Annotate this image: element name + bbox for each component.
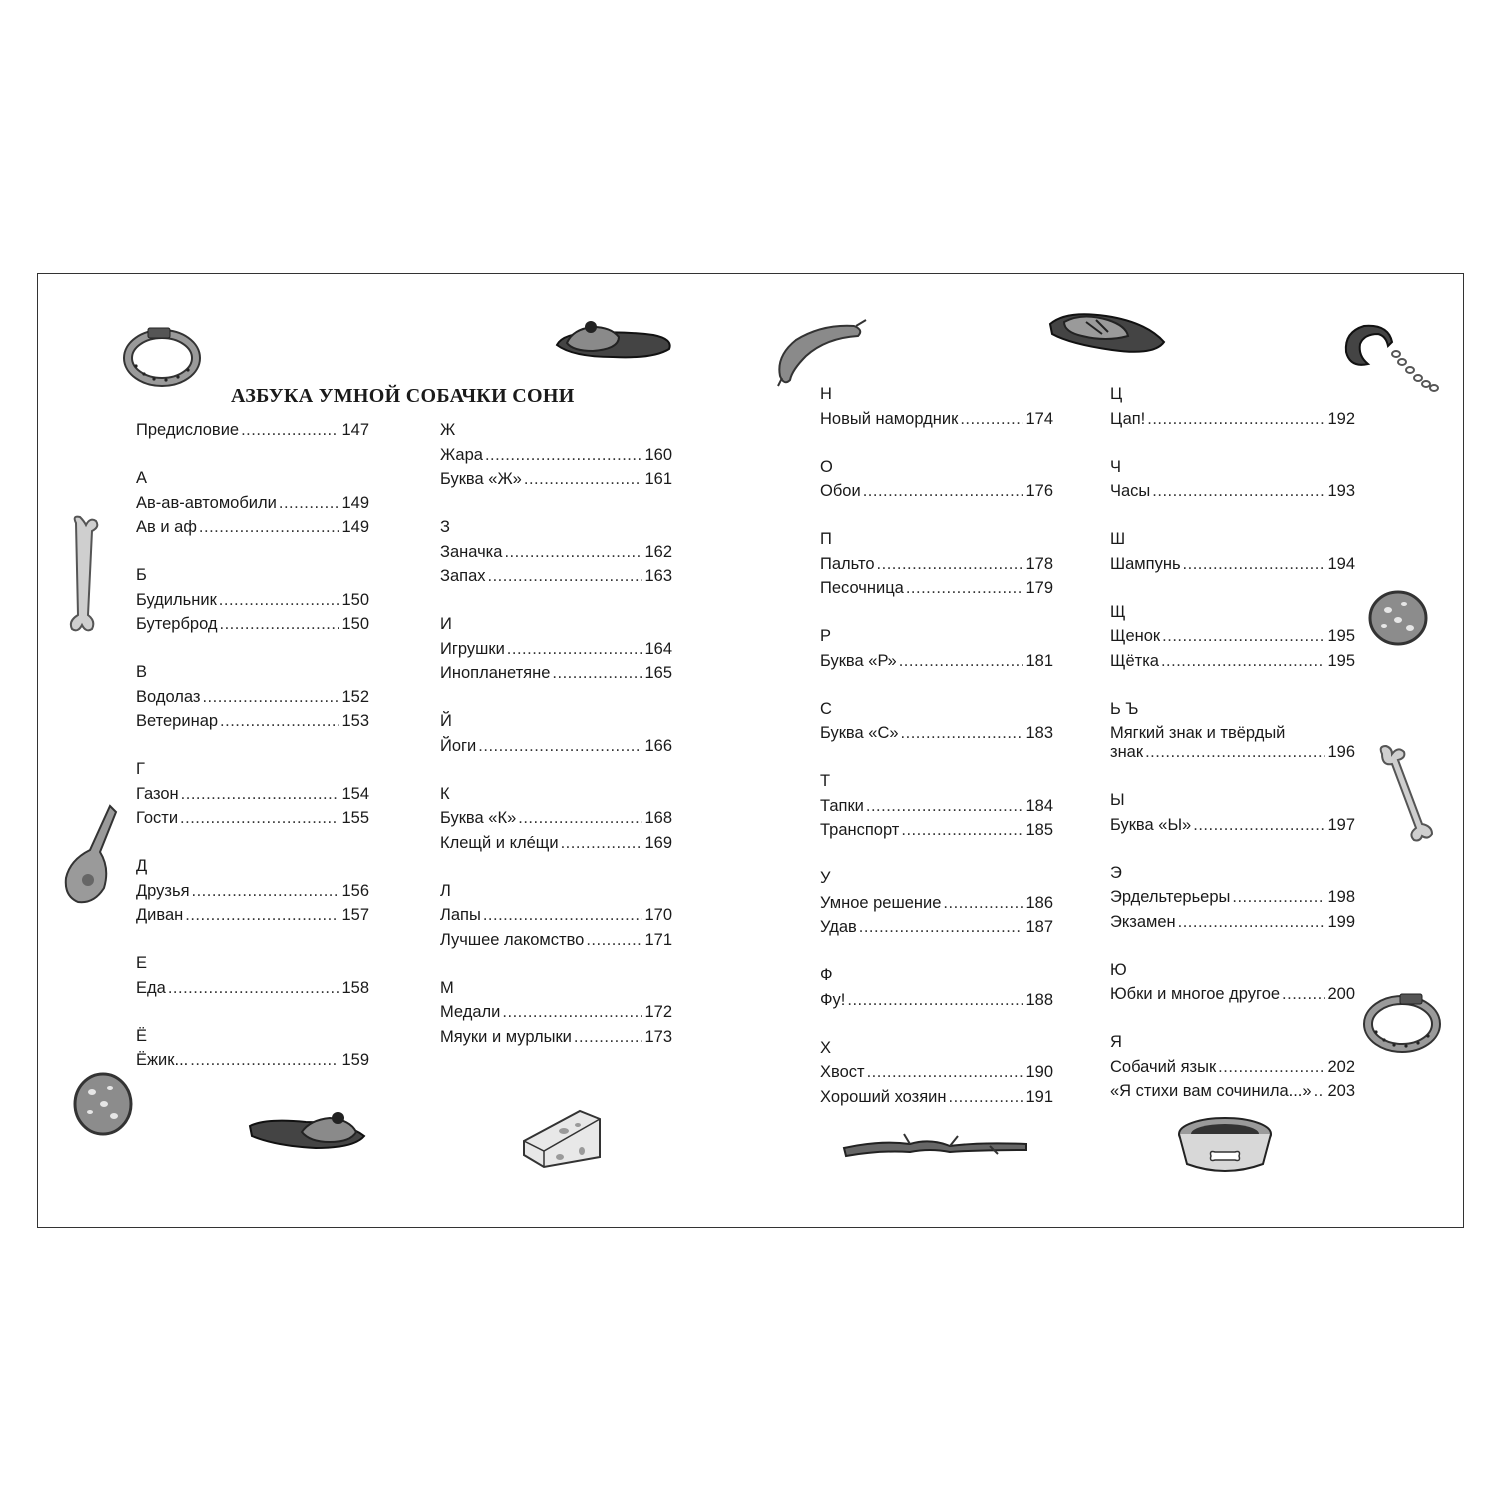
toc-page-number: 186 bbox=[1025, 893, 1053, 912]
toc-page-number: 165 bbox=[644, 664, 672, 682]
section-letter: Л bbox=[440, 881, 451, 900]
toc-entry-title: Предисловие bbox=[136, 421, 240, 439]
dot-leader bbox=[1282, 985, 1325, 1004]
toc-page-number: 188 bbox=[1025, 990, 1053, 1009]
dot-leader bbox=[1232, 888, 1325, 907]
toc-page-number: 162 bbox=[644, 542, 672, 561]
toc-entry-title: «Я стихи вам сочинила...» bbox=[1110, 1082, 1312, 1100]
toc-entry[interactable] bbox=[440, 543, 672, 562]
dot-leader bbox=[847, 991, 1023, 1010]
toc-page-number: 168 bbox=[644, 809, 672, 827]
toc-page-number: 200 bbox=[1327, 985, 1355, 1003]
salami-slice-icon bbox=[70, 1070, 136, 1138]
toc-entry-title: Тапки bbox=[820, 796, 864, 815]
toc-page-number: 202 bbox=[1327, 1057, 1355, 1076]
toc-page-number: 196 bbox=[1327, 743, 1355, 761]
toc-entry[interactable] bbox=[136, 518, 369, 537]
bone-icon bbox=[64, 515, 104, 635]
section-letter: Ш bbox=[1110, 530, 1126, 548]
dot-leader bbox=[181, 785, 340, 804]
dot-leader bbox=[483, 906, 643, 925]
dot-leader bbox=[518, 809, 642, 828]
toc-entry[interactable] bbox=[820, 1088, 1053, 1107]
toc-entry[interactable] bbox=[136, 906, 369, 925]
section-letter: Й bbox=[440, 712, 452, 730]
dot-leader bbox=[1145, 743, 1325, 762]
toc-entry[interactable] bbox=[820, 482, 1053, 501]
toc-entry[interactable] bbox=[1110, 555, 1355, 574]
toc-page-number: 161 bbox=[644, 470, 672, 488]
toc-entry-title: Инопланетяне bbox=[440, 664, 551, 682]
toc-entry-title: Ветеринар bbox=[136, 712, 219, 730]
toc-entry[interactable] bbox=[136, 712, 369, 731]
dot-leader bbox=[863, 482, 1024, 501]
toc-page-number: 185 bbox=[1025, 821, 1053, 839]
toc-page-number: 194 bbox=[1327, 554, 1355, 573]
dot-leader bbox=[279, 494, 340, 513]
toc-entry-title: Диван bbox=[136, 906, 184, 924]
dot-leader bbox=[901, 724, 1024, 743]
section-letter: Ж bbox=[440, 421, 456, 439]
toc-entry[interactable] bbox=[820, 991, 1053, 1010]
toc-entry-title: Йоги bbox=[440, 736, 477, 755]
toc-entry[interactable] bbox=[136, 785, 369, 804]
toc-entry[interactable] bbox=[136, 882, 369, 901]
toc-entry[interactable] bbox=[820, 918, 1053, 937]
toc-page-number: 198 bbox=[1327, 888, 1355, 906]
salami-slice-icon bbox=[1366, 586, 1430, 650]
toc-entry-title: Медали bbox=[440, 1003, 501, 1021]
toc-entry-title: Фу! bbox=[820, 990, 846, 1009]
toc-page-number: 159 bbox=[341, 1051, 369, 1069]
toc-page-number: 149 bbox=[341, 518, 369, 536]
toc-entry-title: Буква «Ж» bbox=[440, 470, 522, 488]
toc-entry[interactable] bbox=[440, 664, 672, 683]
toc-page-number: 156 bbox=[341, 881, 369, 900]
toc-page-number: 176 bbox=[1025, 482, 1053, 500]
toc-entry-title: Будильник bbox=[136, 590, 217, 609]
toc-entry-title: Клещй и клéщи bbox=[440, 833, 559, 852]
dot-leader bbox=[1152, 482, 1325, 501]
toc-entry-title: Еда bbox=[136, 978, 166, 997]
toc-entry[interactable] bbox=[136, 591, 369, 610]
section-letter: Э bbox=[1110, 863, 1122, 882]
section-letter: Т bbox=[820, 772, 831, 790]
toc-entry-title: Юбки и многое другое bbox=[1110, 985, 1281, 1003]
toc-page-number: 157 bbox=[341, 906, 369, 924]
dot-leader bbox=[552, 664, 642, 683]
dot-leader bbox=[1161, 652, 1326, 671]
section-letter: Г bbox=[136, 760, 145, 778]
toc-entry-title: Хороший хозяин bbox=[820, 1087, 947, 1106]
toc-page-number: 154 bbox=[341, 784, 369, 803]
toc-page-number: 197 bbox=[1327, 815, 1355, 834]
toc-entry[interactable] bbox=[440, 567, 672, 586]
toc-page-number: 184 bbox=[1025, 796, 1053, 815]
toc-page-number: 187 bbox=[1025, 918, 1053, 936]
toc-entry[interactable] bbox=[1110, 652, 1355, 671]
toc-entry-title: Бутерброд bbox=[136, 615, 218, 633]
toc-page-number: 158 bbox=[341, 978, 369, 997]
dot-leader bbox=[478, 737, 642, 756]
toc-page-number: 195 bbox=[1327, 627, 1355, 645]
section-letter: К bbox=[440, 784, 450, 803]
section-letter: Щ bbox=[1110, 602, 1126, 621]
toc-entry[interactable] bbox=[136, 979, 369, 998]
toc-page-number: 149 bbox=[341, 493, 369, 512]
dot-leader bbox=[943, 894, 1023, 913]
slipper-icon bbox=[246, 1106, 368, 1152]
section-letter: С bbox=[820, 699, 832, 718]
toc-page-number: 183 bbox=[1025, 724, 1053, 742]
toc-entry-title: Умное решение bbox=[820, 893, 942, 912]
toc-entry-title: Друзья bbox=[136, 881, 190, 900]
toc-page-number: 147 bbox=[341, 421, 369, 439]
toc-entry-title: Ав-ав-автомобили bbox=[136, 493, 277, 512]
toc-entry-title: Буква «Р» bbox=[820, 651, 897, 670]
section-letter: Ё bbox=[136, 1026, 148, 1045]
slipper-icon bbox=[1046, 306, 1168, 358]
toc-entry[interactable] bbox=[820, 1063, 1053, 1082]
toc-entry[interactable] bbox=[1110, 1058, 1355, 1077]
toc-entry[interactable] bbox=[820, 821, 1053, 840]
stick-icon bbox=[840, 1128, 1032, 1162]
leash-icon bbox=[1338, 320, 1442, 394]
toc-entry[interactable] bbox=[820, 797, 1053, 816]
section-letter: Ы bbox=[1110, 791, 1125, 809]
toc-entry[interactable] bbox=[820, 555, 1053, 574]
toc-page-number: 166 bbox=[644, 736, 672, 755]
toc-entry[interactable] bbox=[136, 688, 369, 707]
section-letter: Х bbox=[820, 1038, 832, 1057]
dot-leader bbox=[960, 410, 1023, 429]
dot-leader bbox=[202, 688, 339, 707]
toc-page-number: 164 bbox=[644, 639, 672, 658]
toc-entry-title: Заначка bbox=[440, 542, 503, 561]
dot-leader bbox=[866, 797, 1024, 816]
dot-leader bbox=[507, 640, 643, 659]
dot-leader bbox=[220, 615, 340, 634]
cheese-icon bbox=[520, 1105, 606, 1171]
section-letter: Б bbox=[136, 566, 147, 584]
dot-leader bbox=[561, 834, 643, 853]
toc-entry-title: Обои bbox=[820, 482, 861, 500]
toc-page-number: 150 bbox=[341, 615, 369, 633]
dot-leader bbox=[1147, 410, 1325, 429]
toc-entry-title: знак bbox=[1110, 743, 1144, 761]
toc-entry-title: Лапы bbox=[440, 906, 481, 924]
toc-page-number: 199 bbox=[1327, 912, 1355, 931]
toc-entry[interactable] bbox=[440, 834, 672, 853]
toc-page-number: 152 bbox=[341, 687, 369, 706]
toc-entry-title: Пальто bbox=[820, 554, 875, 573]
toc-entry-title: Гости bbox=[136, 809, 179, 827]
toc-page-number: 173 bbox=[644, 1027, 672, 1046]
toc-page-number: 191 bbox=[1025, 1087, 1053, 1106]
toc-entry-title: Собачий язык bbox=[1110, 1057, 1217, 1076]
toc-page-number: 160 bbox=[644, 445, 672, 464]
toc-entry-title: Запах bbox=[440, 567, 486, 585]
toc-entry[interactable] bbox=[820, 579, 1053, 598]
section-letter: О bbox=[820, 457, 833, 476]
toc-entry-title: Мяуки и мурлыки bbox=[440, 1027, 572, 1046]
sausage-icon bbox=[770, 316, 870, 388]
toc-entry-title: Щётка bbox=[1110, 651, 1159, 670]
toc-entry[interactable] bbox=[440, 446, 672, 465]
toc-entry-title: Ёжик... bbox=[136, 1051, 189, 1069]
toc-entry-title: Эрдельтерьеры bbox=[1110, 888, 1231, 906]
toc-entry[interactable] bbox=[820, 652, 1053, 671]
toc-entry[interactable] bbox=[440, 640, 672, 659]
section-letter: И bbox=[440, 615, 452, 633]
section-letter: Ц bbox=[1110, 385, 1123, 403]
section-letter: В bbox=[136, 663, 148, 681]
toc-entry[interactable] bbox=[1110, 627, 1355, 646]
toc-page-number: 150 bbox=[341, 590, 369, 609]
section-letter: У bbox=[820, 869, 831, 887]
toc-entry-title: Экзамен bbox=[1110, 912, 1176, 931]
toc-entry-title: Часы bbox=[1110, 482, 1151, 500]
dot-leader bbox=[1314, 1082, 1326, 1101]
toc-entry-title: Буква «Ы» bbox=[1110, 815, 1192, 834]
dot-leader bbox=[488, 567, 643, 586]
dot-leader bbox=[220, 712, 339, 731]
bone-icon bbox=[1376, 744, 1438, 844]
toc-entry[interactable] bbox=[1110, 724, 1355, 762]
dot-leader bbox=[504, 543, 642, 562]
toc-entry-title: Водолаз bbox=[136, 687, 201, 706]
dot-leader bbox=[190, 1051, 339, 1070]
toc-entry[interactable] bbox=[440, 906, 672, 925]
dot-leader bbox=[199, 518, 340, 537]
toc-entry[interactable] bbox=[440, 737, 672, 756]
toc-entry[interactable] bbox=[1110, 913, 1355, 932]
section-letter: Р bbox=[820, 627, 832, 645]
toc-page-number: 170 bbox=[644, 906, 672, 924]
toc-entry-title: Буква «К» bbox=[440, 809, 517, 827]
section-letter: З bbox=[440, 518, 450, 536]
section-letter: А bbox=[136, 469, 148, 487]
toc-entry-title: Песочница bbox=[820, 579, 904, 597]
dot-leader bbox=[586, 931, 642, 950]
toc-entry[interactable] bbox=[440, 1028, 672, 1047]
section-letter: Ч bbox=[1110, 457, 1121, 476]
dog-bowl-icon bbox=[1173, 1112, 1277, 1178]
dot-leader bbox=[949, 1088, 1024, 1107]
toc-entry[interactable] bbox=[1110, 816, 1355, 835]
section-letter: П bbox=[820, 530, 832, 548]
toc-page-number: 169 bbox=[644, 833, 672, 852]
toc-entry-title: Буква «С» bbox=[820, 724, 899, 742]
toc-entry[interactable] bbox=[136, 809, 369, 828]
toc-entry-title: Транспорт bbox=[820, 821, 900, 839]
toc-entry-title: Газон bbox=[136, 784, 179, 803]
dot-leader bbox=[185, 906, 339, 925]
dot-leader bbox=[1183, 555, 1326, 574]
toc-entry[interactable] bbox=[1110, 985, 1355, 1004]
dot-leader bbox=[859, 918, 1024, 937]
section-letter: Ф bbox=[820, 966, 833, 984]
toc-entry-title: Новый намордник bbox=[820, 409, 959, 428]
toc-entry-title: Лучшее лакомство bbox=[440, 930, 585, 949]
toc-entry[interactable] bbox=[820, 724, 1053, 743]
dot-leader bbox=[1218, 1058, 1325, 1077]
dot-leader bbox=[906, 579, 1024, 598]
toc-entry[interactable] bbox=[1110, 888, 1355, 907]
section-letter: Н bbox=[820, 385, 832, 403]
toc-page-number: 163 bbox=[644, 567, 672, 585]
dot-leader bbox=[192, 882, 340, 901]
toc-page-number: 174 bbox=[1025, 409, 1053, 428]
section-letter: Ю bbox=[1110, 960, 1127, 979]
section-letter: М bbox=[440, 978, 454, 997]
dot-leader bbox=[180, 809, 339, 828]
toc-entry-title: Удав bbox=[820, 918, 857, 936]
toc-entry[interactable] bbox=[136, 494, 369, 513]
toc-page-number: 195 bbox=[1327, 651, 1355, 670]
toc-entry[interactable] bbox=[1110, 410, 1355, 429]
toc-entry-title: Хвост bbox=[820, 1063, 865, 1081]
toc-page-number: 171 bbox=[644, 930, 672, 949]
collar-icon bbox=[122, 322, 204, 388]
dot-leader bbox=[524, 470, 643, 489]
toc-entry[interactable] bbox=[440, 1003, 672, 1022]
section-letter: Д bbox=[136, 857, 148, 875]
dot-leader bbox=[219, 591, 340, 610]
toc-entry-title: Щенок bbox=[1110, 627, 1161, 645]
toc-entry[interactable] bbox=[1110, 1082, 1355, 1101]
toc-page-number: 178 bbox=[1025, 554, 1053, 573]
dot-leader bbox=[867, 1063, 1024, 1082]
dot-leader bbox=[168, 979, 340, 998]
toc-entry[interactable] bbox=[440, 931, 672, 950]
toc-entry[interactable] bbox=[820, 410, 1053, 429]
dot-leader bbox=[1162, 627, 1325, 646]
toc-page-number: 172 bbox=[644, 1003, 672, 1021]
toc-entry[interactable] bbox=[820, 894, 1053, 913]
toc-page-number: 155 bbox=[341, 809, 369, 827]
toc-page-number: 203 bbox=[1327, 1082, 1355, 1100]
toc-entry-title: Игрушки bbox=[440, 639, 505, 658]
dot-leader bbox=[485, 446, 643, 465]
toc-page-number: 193 bbox=[1327, 482, 1355, 500]
section-letter: Ь Ъ bbox=[1110, 699, 1139, 718]
slipper-icon bbox=[553, 315, 675, 361]
toc-entry[interactable] bbox=[136, 615, 369, 634]
toc-entry-title: Жара bbox=[440, 445, 483, 464]
toc-entry[interactable] bbox=[136, 421, 369, 440]
dot-leader bbox=[241, 421, 339, 440]
dot-leader bbox=[901, 821, 1023, 840]
toc-entry-title: Цап! bbox=[1110, 409, 1146, 428]
toc-page-number: 190 bbox=[1025, 1063, 1053, 1081]
toc-entry-title: Мягкий знак и твёрдый bbox=[1110, 724, 1286, 742]
dot-leader bbox=[899, 652, 1024, 671]
dot-leader bbox=[502, 1003, 642, 1022]
dot-leader bbox=[877, 555, 1024, 574]
section-letter: Я bbox=[1110, 1033, 1122, 1051]
dot-leader bbox=[1178, 913, 1326, 932]
toc-page-number: 181 bbox=[1025, 651, 1053, 670]
toc-entry[interactable] bbox=[136, 1051, 369, 1070]
toc-entry[interactable] bbox=[1110, 482, 1355, 501]
page-title: АЗБУКА УМНОЙ СОБАЧКИ СОНИ bbox=[231, 385, 575, 407]
toc-entry[interactable] bbox=[440, 470, 672, 489]
toc-page-number: 179 bbox=[1025, 579, 1053, 597]
toc-page-number: 192 bbox=[1327, 409, 1355, 428]
toc-entry[interactable] bbox=[440, 809, 672, 828]
dot-leader bbox=[574, 1028, 643, 1047]
chicken-leg-icon bbox=[60, 802, 122, 906]
toc-page-number: 153 bbox=[341, 712, 369, 730]
dot-leader bbox=[1193, 816, 1325, 835]
toc-entry-title: Ав и аф bbox=[136, 518, 197, 536]
section-letter: Е bbox=[136, 954, 148, 972]
toc-entry-title: Шампунь bbox=[1110, 554, 1181, 573]
collar-icon bbox=[1362, 990, 1444, 1056]
